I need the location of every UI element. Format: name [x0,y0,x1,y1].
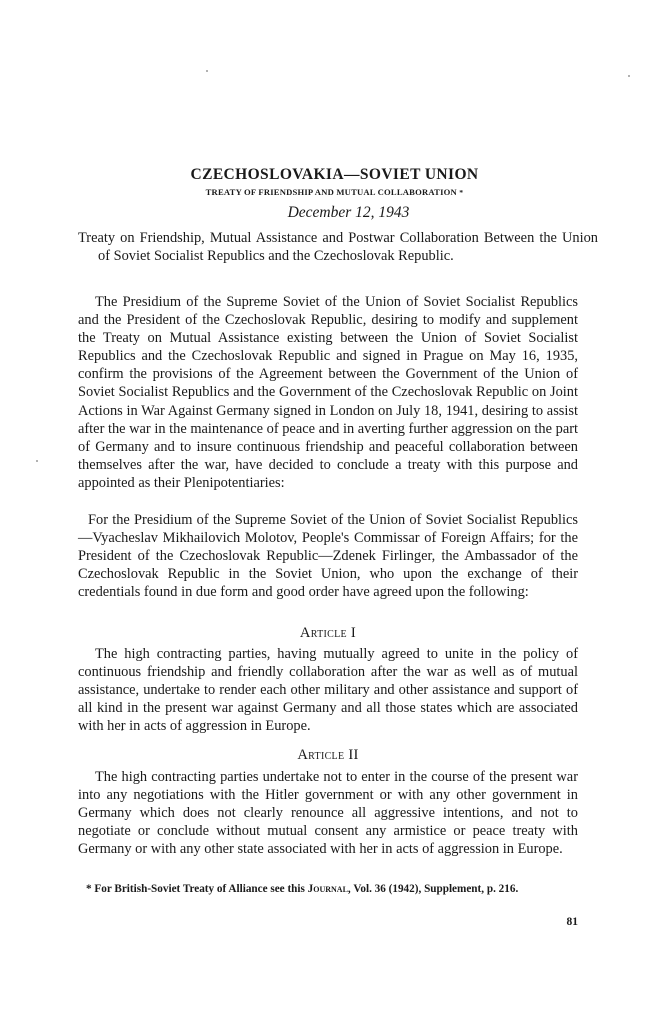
footnote-text: For British-Soviet Treaty of Alliance see this [94,883,305,895]
article-2-heading: Article II [297,747,359,763]
article-1-heading: Article I [299,625,357,641]
scan-speck [206,70,208,72]
preamble-paragraph: The Presidium of the Supreme Soviet of the Union of Soviet Socialist Republics and the President of the Czechoslovak Republic, desiring to modify and supplement the Treaty on Mutual Assistance existing between the Union of Soviet Socialist Republics and the Czechoslovak Republic and signed in Prague on May 16, 1935, confirm the provisions of the Agreement between the Government of the Union of Soviet Socialist Republics and the Government of the Czechoslovak Republic on Joint Actions in War Against Germany signed in London on July 18, 1941, desiring to assist after the war in the maintenance of peace and in averting further aggression on the part of Germany and to insure continuous friendship and peaceful collaboration between themselves after the war, have decided to conclude a treaty with this purpose and appointed as their Plenipotentiaries: [78,294,578,491]
footnote-marker: * [86,883,92,895]
scan-speck [628,75,630,77]
subtitle-text: TREATY OF FRIENDSHIP AND MUTUAL COLLABORATION [205,187,457,197]
plenipotentiaries-paragraph: For the Presidium of the Supreme Soviet of the Union of Soviet Socialist Republics—Vyacheslav Mikhailovich Molotov, People's Commissar of Foreign Affairs; for the President of the Czechoslovak Republic—Zdenek Firlinger, the Ambassador of the Czechoslovak Republic in the Soviet Union, who upon the exchange of their credentials found in due form and good order have agreed upon the following: [78,512,578,601]
scan-speck [36,460,38,462]
journal-name: Journal [307,883,348,895]
page-number: 81 [566,916,578,928]
footnote-marker: * [459,188,464,197]
footnote-citation: , Vol. 36 (1942), Supplement, p. 216. [347,883,519,895]
article-2-text: The high contracting parties undertake not to enter in the course of the present war into any negotiations with the Hitler government or with any other government in Germany which does not clearly renounce all aggressive intentions, and not to negotiate or conclude without mutual consent any armistice or peace treaty with Germany or with any other state associated with her in acts of aggression in Europe. [78,769,578,858]
treaty-heading: Treaty on Friendship, Mutual Assistance and Postwar Collaboration Between the Union of Soviet Socialist Republics and the Czechoslovak Republic. [78,230,598,265]
article-1-text: The high contracting parties, having mutually agreed to unite in the policy of continuous friendship and friendly collaboration after the war as well as of mutual assistance, undertake to render each other military and other assistance and support of all kind in the present war against Germany and all those states which are associated with her in acts of aggression in Europe. [78,646,578,735]
page-title: CZECHOSLOVAKIA—SOVIET UNION [190,166,479,183]
footnote [78,882,578,896]
treaty-date: December 12, 1943 [287,204,410,221]
page-subtitle [0,187,669,198]
